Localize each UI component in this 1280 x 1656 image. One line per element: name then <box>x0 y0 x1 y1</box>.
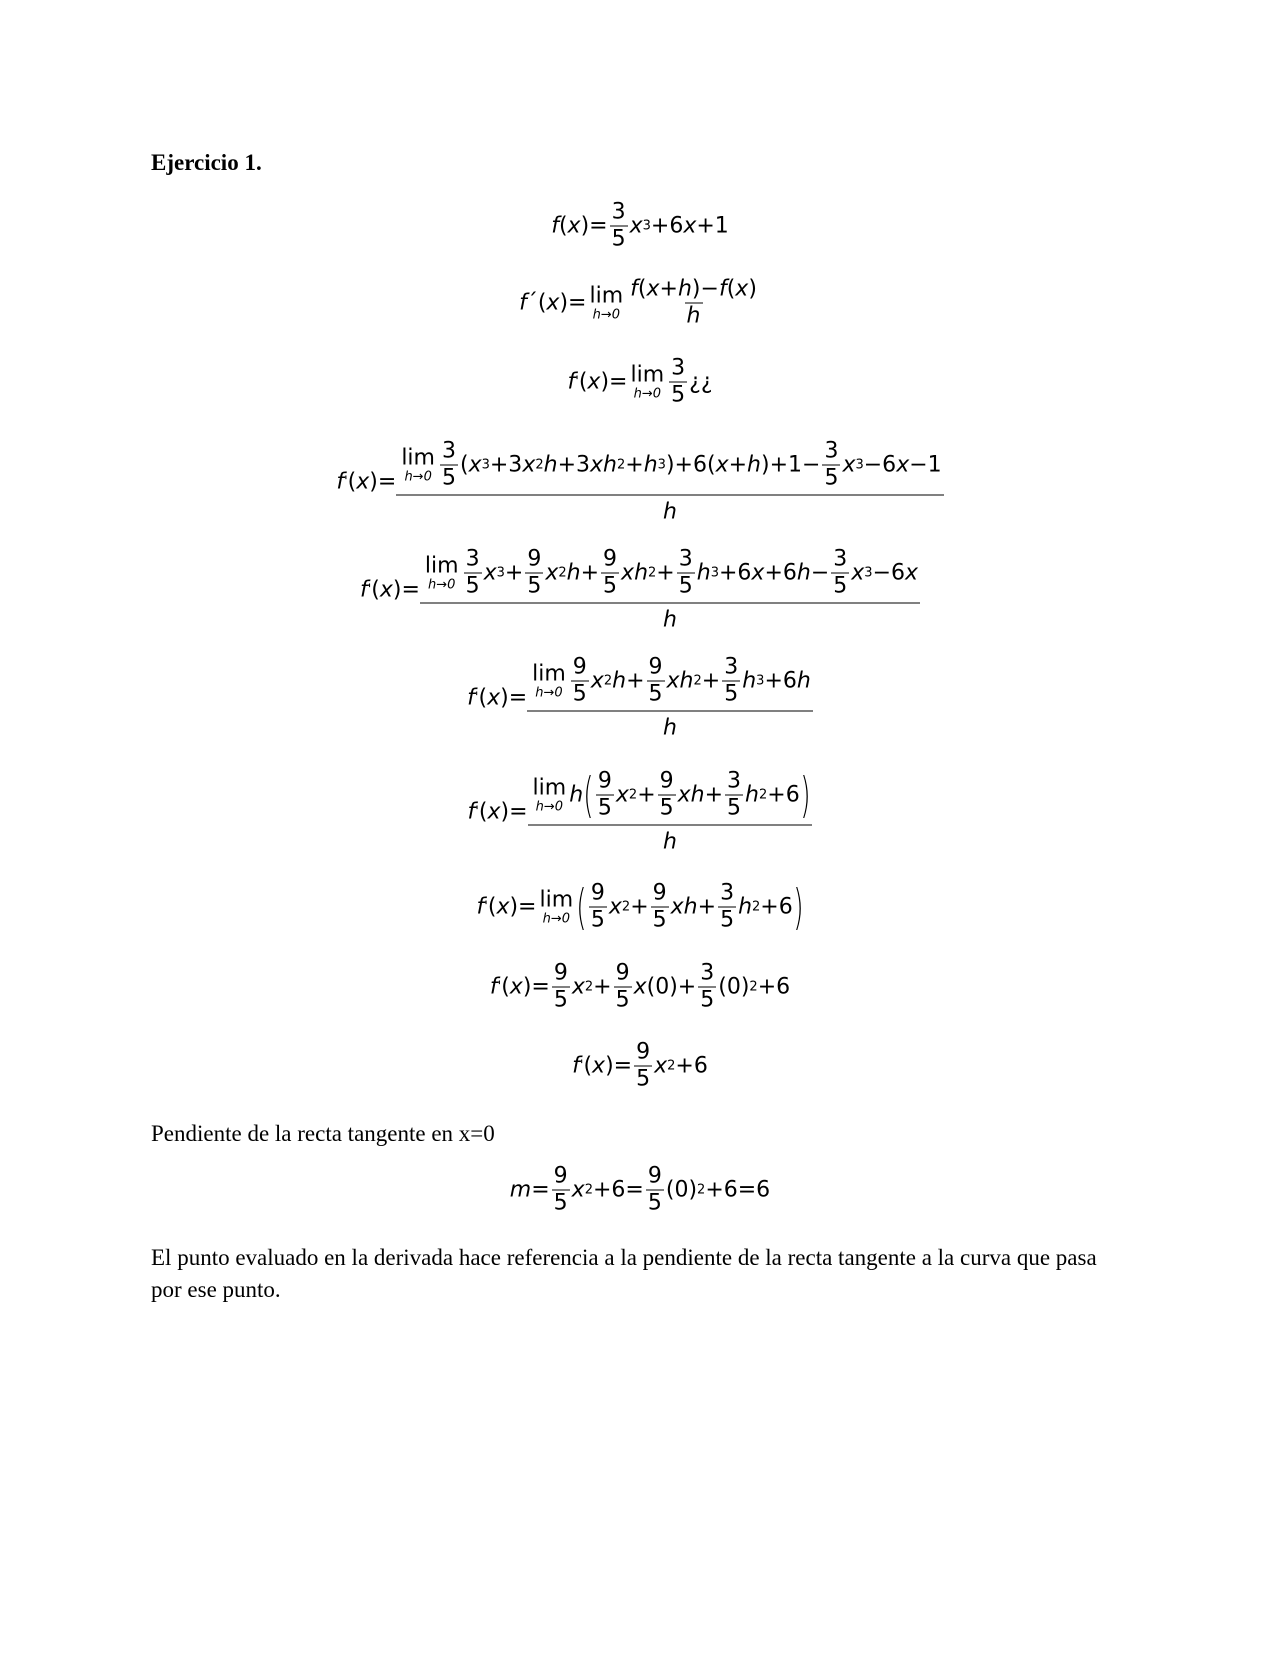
limit-operator: lim h→0 <box>424 553 459 592</box>
limit-operator: lim h→0 <box>401 445 435 484</box>
limit-operator: lim h→0 <box>532 775 567 814</box>
inverted-question-marks: ¿¿ <box>689 369 713 395</box>
limit-operator: lim h→0 <box>630 362 665 401</box>
document-page: Ejercicio 1. f ( x )= $\frac{3}{5}$ x 3 +6 x +1 f ´( x )= lim h→0 $\frac{f(x+h)-f(x)}{h}$ f ' ( x )= lim h→0 $\frac{3}{5}$ ¿¿ f ' ( x )= lim h→0 $\frac{3}{5}$ ( x 3 +3 x 2 h +3 x h 2 + h 3 )+6( x + h )+1− $\frac{3}{5}$ x 3 −6 x −1 h f ' ( x )= lim h→0 $\frac{3}{5}$ x 3 + $\frac{9}{5}$ x 2 h + $\frac{9}{5}$ x h 2 + $\frac{3}{5}$ h 3 +6 x +6 h − $\frac{3}{5}$ x 3 −6 x h f ' ( x )= lim h→0 $\frac{9}{5}$ x 2 h + $\frac{9}{5}$ x h 2 + $\frac{3}{5}$ h 3 +6 h h f ' ( x )= lim h→0 h ( $\frac{9}{5}$ x 2 + $\frac{9}{5}$ x h + $\frac{3}{5}$ h 2 +6 ) h f ' ( x )= lim h→0 ( $\frac{9}{5}$ x 2 + $\frac{9}{5}$ x h + $\frac{3}{5}$ h 2 +6 ) f ' ( x )= $\frac{9}{5}$ x 2 + $\frac{9}{5}$ x (0)+ $\frac{3}{5}$ (0) 2 +6 f ' ( x )= $\frac{9}{5}$ x 2 +6 Pendiente de la recta tangente en x=0 m = $\frac{9}{5}$ x 2 +6= $\frac{9}{5}$ (0) 2 +6=6 El punto evaluado en la derivada hace referencia a la pendiente de la recta tangente a la curva que pasa por ese punto. <box>0 0 1280 1656</box>
limit-operator: lim h→0 <box>589 283 624 322</box>
exercise-heading: Ejercicio 1. <box>151 150 262 175</box>
closing-paragraph: El punto evaluado en la derivada hace referencia a la pendiente de la recta tangente a la curva que pasa por ese punto. <box>151 1245 1097 1302</box>
slope-heading-text: Pendiente de la recta tangente en x=0 <box>151 1121 495 1146</box>
limit-operator: lim h→0 <box>539 887 574 926</box>
limit-operator: lim h→0 <box>532 661 566 700</box>
